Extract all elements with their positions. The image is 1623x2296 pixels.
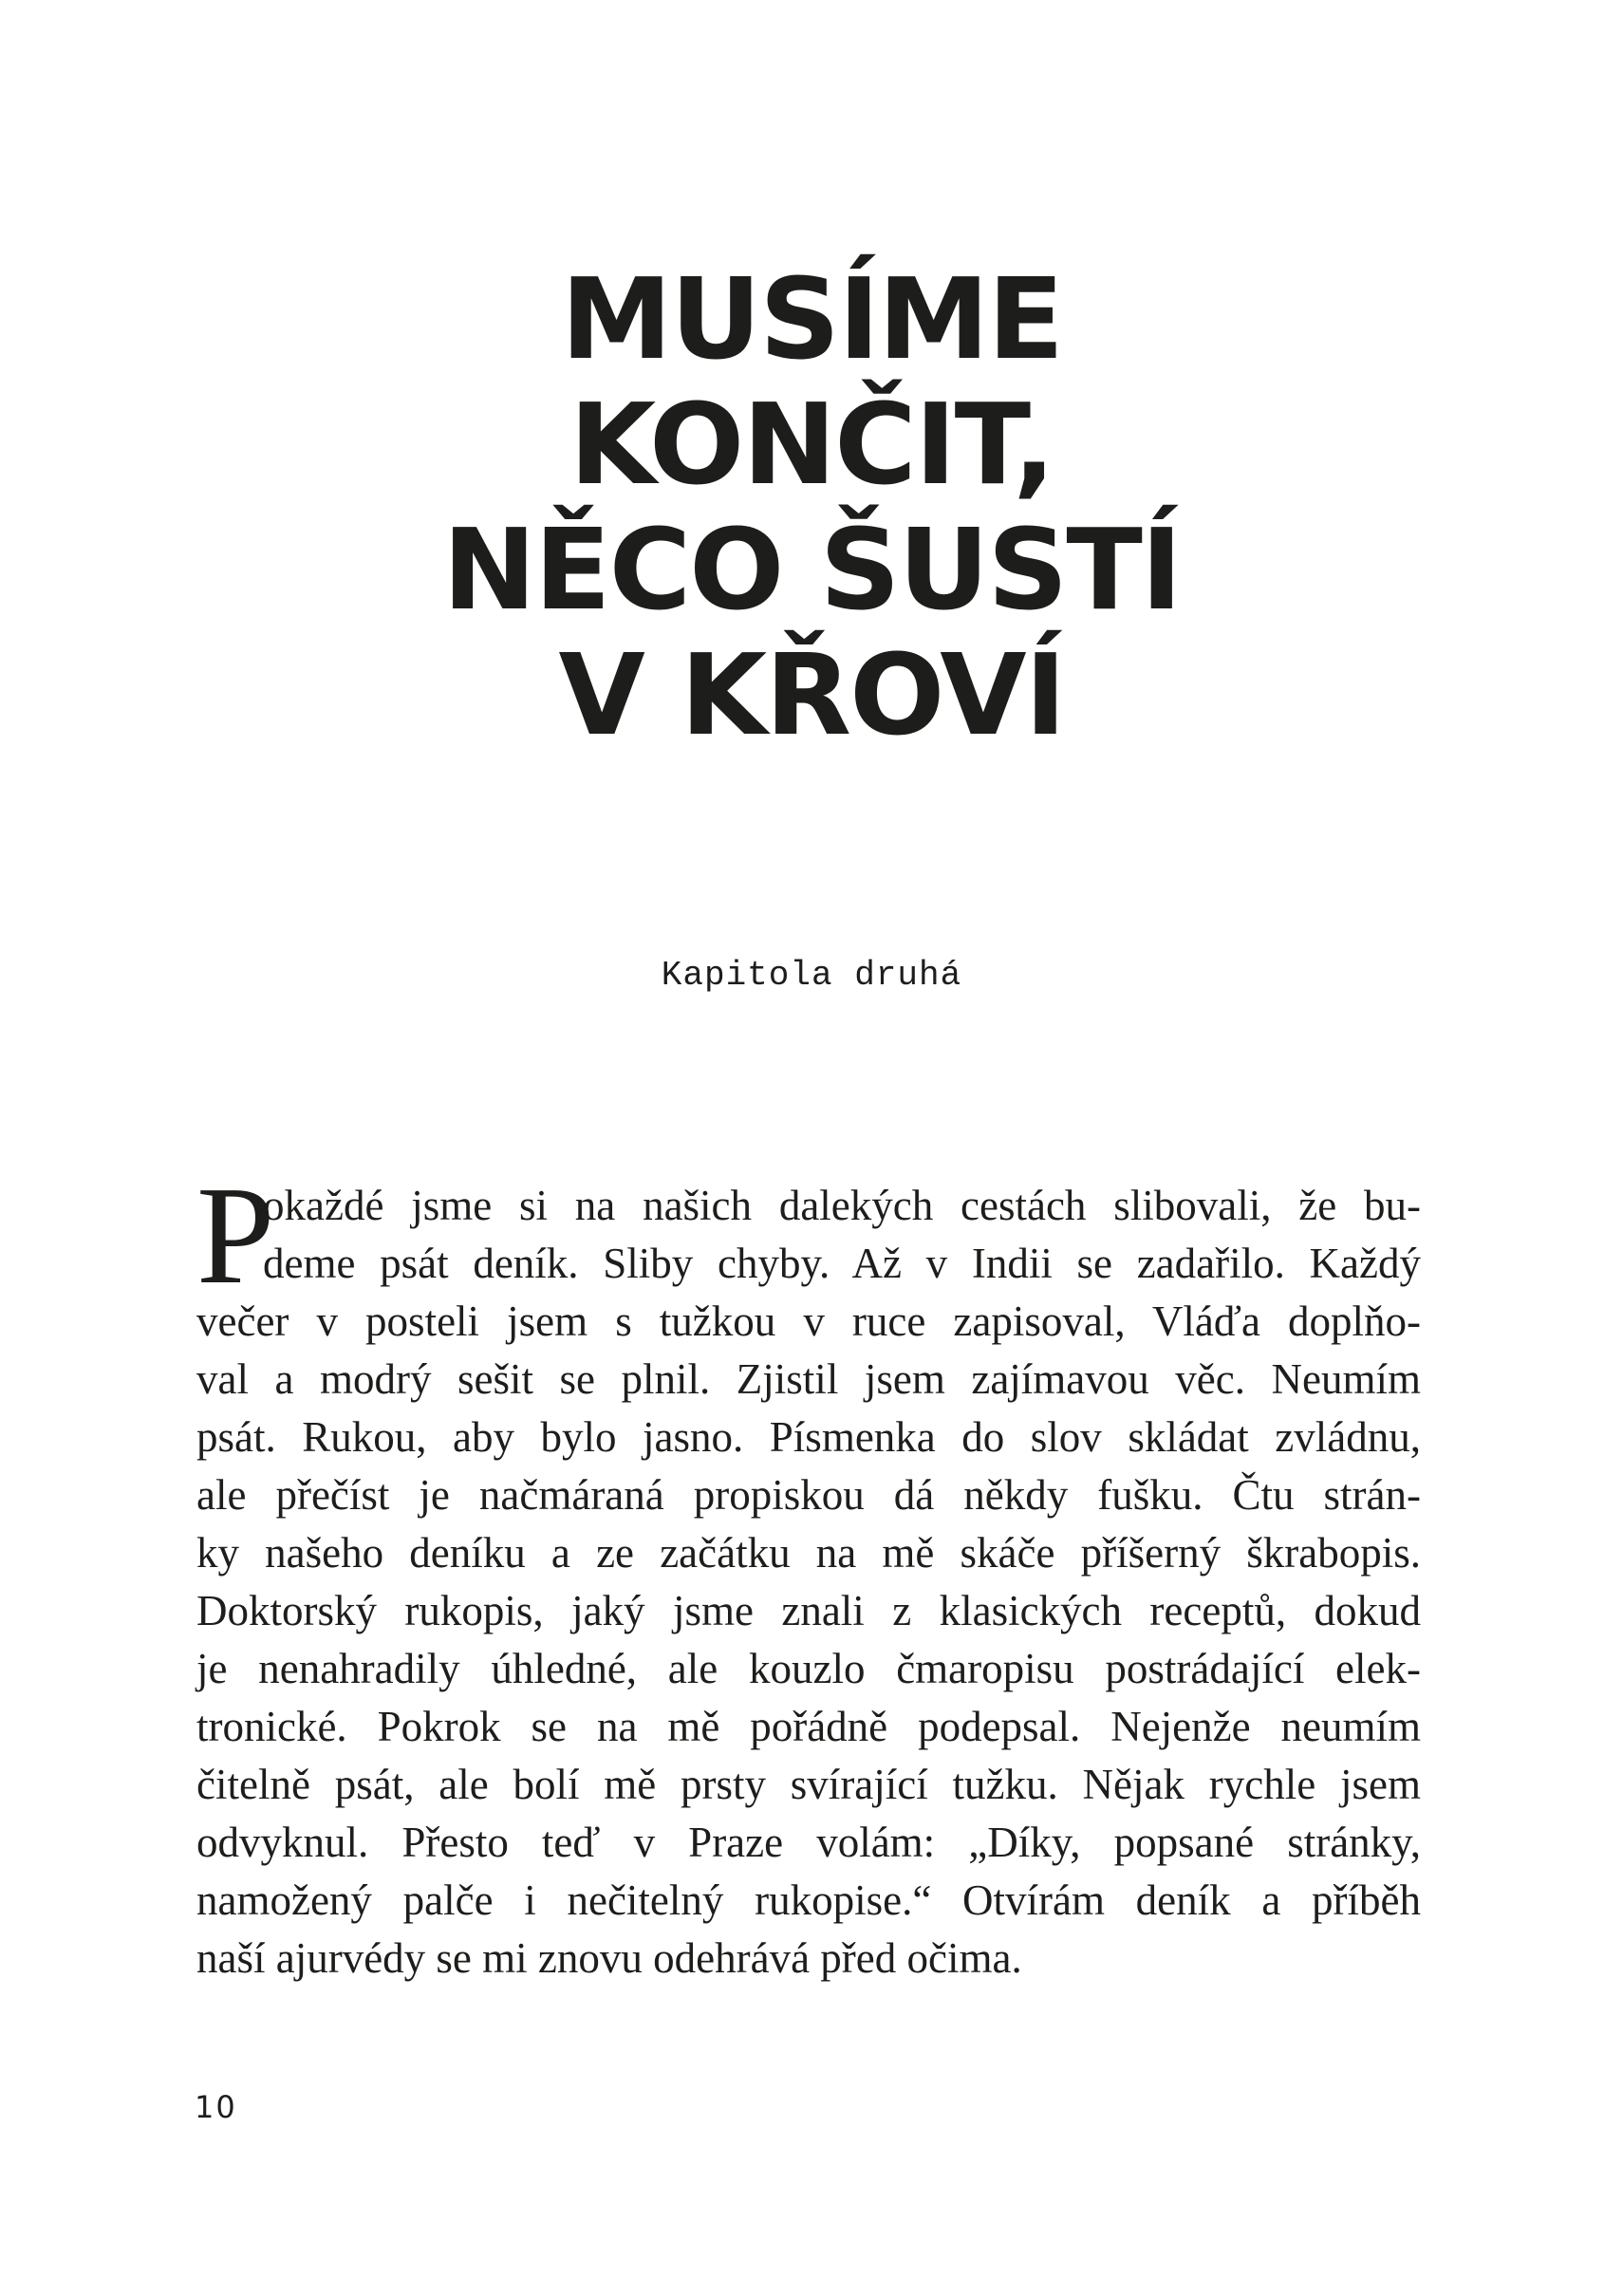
text-line: psát. Rukou, aby bylo jasno. Písmenka do slov skládat zvládnu,: [196, 1413, 1421, 1461]
drop-cap: P: [196, 1158, 275, 1314]
page-number: 10: [195, 2089, 237, 2125]
chapter-title-line: MUSÍME: [560, 253, 1063, 384]
text-line: deme psát deník. Sliby chyby. Až v Indii se zadařilo. Každý: [263, 1240, 1421, 1287]
text-line: okaždé jsme si na našich dalekých cestách slibovali, že bu-: [263, 1182, 1421, 1229]
text-line: čitelně psát, ale bolí mě prsty svírající tužku. Nějak rychle jsem: [196, 1761, 1421, 1808]
text-line: ky našeho deníku a ze začátku na mě skáče příšerný škrabopis.: [196, 1529, 1421, 1577]
chapter-title-line: KONČIT,: [569, 379, 1054, 510]
body-paragraph: [196, 1158, 1421, 1988]
chapter-title: [0, 253, 1623, 760]
text-line: odvyknul. Přesto teď v Praze volám: „Díky, popsané stránky,: [196, 1819, 1421, 1866]
text-line: naší ajurvédy se mi znovu odehrává před očima.: [196, 1934, 1022, 1982]
chapter-title-line: NĚCO ŠUSTÍ: [442, 504, 1181, 635]
text-line: ale přečíst je načmáraná propiskou dá někdy fušku. Čtu strán-: [196, 1471, 1421, 1519]
text-line: je nenahradily úhledné, ale kouzlo čmaropisu postrádající elek-: [196, 1645, 1421, 1692]
text-line: Doktorský rukopis, jaký jsme znali z klasických receptů, dokud: [196, 1587, 1421, 1634]
chapter-title-line: V KŘOVÍ: [558, 629, 1065, 760]
text-line: namožený palče i nečitelný rukopise.“ Otvírám deník a příběh: [196, 1876, 1421, 1924]
text-line: val a modrý sešit se plnil. Zjistil jsem zajímavou věc. Neumím: [196, 1355, 1421, 1403]
text-line: tronické. Pokrok se na mě pořádně podepsal. Nejenže neumím: [196, 1703, 1421, 1750]
chapter-subtitle: Kapitola druhá: [661, 956, 962, 995]
text-line: večer v posteli jsem s tužkou v ruce zapisoval, Vláďa doplňo-: [196, 1297, 1421, 1345]
